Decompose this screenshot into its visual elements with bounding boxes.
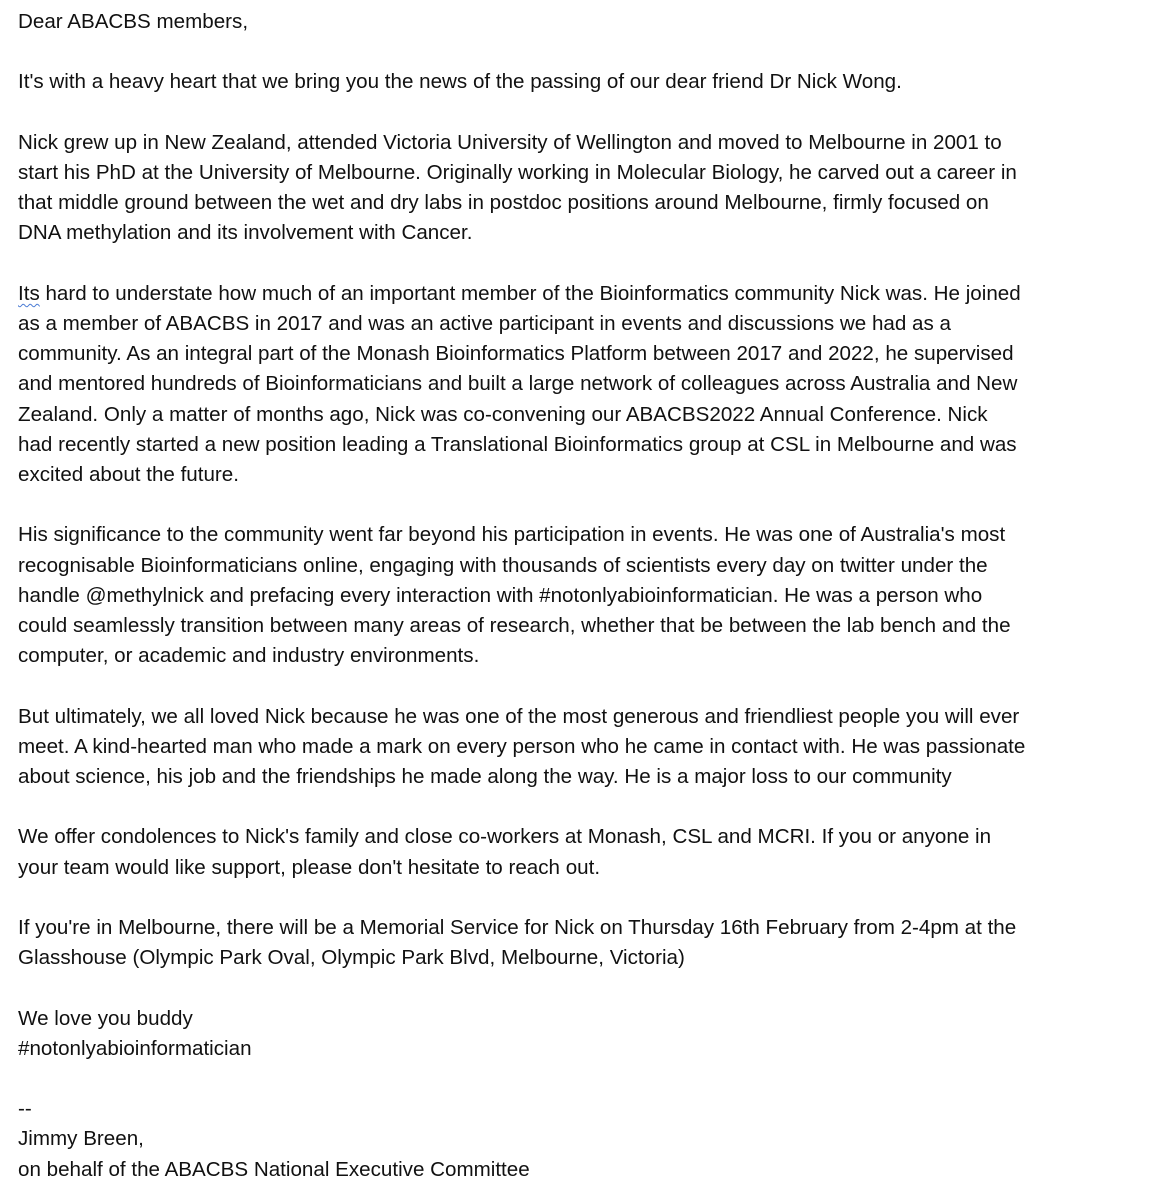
significance-paragraph [18, 520, 1142, 671]
text-line: We offer condolences to Nick's family and close co-workers at Monash, CSL and MCRI. If you or anyone in [18, 825, 992, 849]
signature-name: Jimmy Breen, [18, 1127, 144, 1151]
text-line: excited about the future. [18, 463, 239, 486]
signature-separator: -- [18, 1097, 32, 1121]
tribute-paragraph [18, 702, 1142, 793]
text-segment: hard to understate how much of an important member of the Bioinformatics community Nick was. He joined [39, 281, 1021, 305]
text-line: If you're in Melbourne, there will be a Memorial Service for Nick on Thursday 16th February from 2-4pm at the [18, 915, 1017, 939]
passing-news-paragraph [18, 67, 1142, 97]
text-line: and mentored hundreds of Bioinformaticians and built a large network of colleagues across Australia and New [18, 372, 1018, 396]
text-line: handle @methylnick and prefacing every interaction with #notonlyabioinformatician. He was a person who [18, 583, 983, 607]
text-line: had recently started a new position leading a Translational Bioinformatics group at CSL in Melbourne and was [18, 432, 1017, 456]
text-line: your team would like support, please don't hesitate to reach out. [18, 855, 601, 879]
text-line: could seamlessly transition between many areas of research, whether that be between the lab bench and the [18, 614, 1011, 637]
text-line: recognisable Bioinformaticians online, engaging with thousands of scientists every day on twitter under the [18, 553, 988, 577]
email-signature [18, 1094, 1142, 1185]
greeting-paragraph [18, 7, 1142, 37]
signature-on-behalf: on behalf of the ABACBS National Executive Committee [18, 1157, 530, 1181]
background-paragraph [18, 128, 1142, 249]
greeting-line: Dear ABACBS members, [18, 10, 249, 33]
text-line: meet. A kind-hearted man who made a mark on every person who he came in contact with. He was passionate [18, 734, 1026, 758]
text-line: Glasshouse (Olympic Park Oval, Olympic Park Blvd, Melbourne, Victoria) [18, 946, 685, 970]
condolences-paragraph [18, 822, 1142, 882]
text-line: community. As an integral part of the Monash Bioinformatics Platform between 2017 and 2022, he supervised [18, 342, 1014, 366]
hashtag-line: #notonlyabioinformatician [18, 1036, 252, 1060]
spellcheck-word[interactable]: Its [18, 281, 40, 305]
text-line: DNA methylation and its involvement with Cancer. [18, 221, 473, 245]
farewell-paragraph [18, 1004, 1142, 1064]
text-line: start his PhD at the University of Melbourne. Originally working in Molecular Biology, he carved out a career in [18, 160, 1017, 184]
text-line [18, 279, 1142, 309]
text-line: computer, or academic and industry environments. [18, 644, 480, 668]
community-role-paragraph [18, 279, 1142, 490]
text-line: But ultimately, we all loved Nick because he was one of the most generous and friendliest people you will ever [18, 704, 1020, 728]
text-line: Nick grew up in New Zealand, attended Victoria University of Wellington and moved to Melbourne in 2001 to [18, 130, 1002, 154]
text-line: about science, his job and the friendships he made along the way. He is a major loss to our community [18, 765, 952, 788]
text-line: It's with a heavy heart that we bring you the news of the passing of our dear friend Dr Nick Wong. [18, 70, 902, 94]
text-line: as a member of ABACBS in 2017 and was an active participant in events and discussions we had as a [18, 311, 951, 335]
text-line: Zealand. Only a matter of months ago, Nick was co-convening our ABACBS2022 Annual Conference. Nick [18, 402, 988, 426]
text-line: We love you buddy [18, 1006, 193, 1030]
text-line: that middle ground between the wet and dry labs in postdoc positions around Melbourne, firmly focused on [18, 191, 989, 215]
text-line: His significance to the community went far beyond his participation in events. He was one of Australia's most [18, 523, 1006, 547]
memorial-service-paragraph [18, 913, 1142, 973]
